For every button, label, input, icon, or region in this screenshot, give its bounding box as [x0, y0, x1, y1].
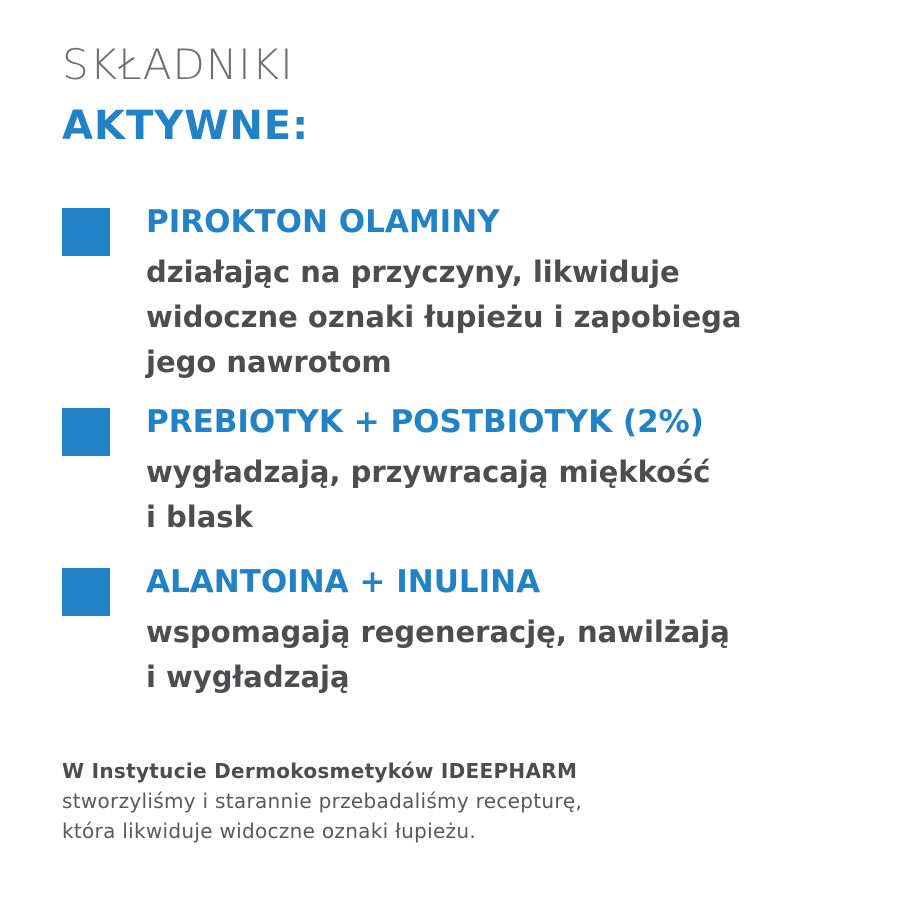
ingredient-title: PIROKTON OLAMINY	[146, 204, 500, 240]
footer-line: która likwiduje widoczne oznaki łupieżu.	[62, 819, 476, 843]
description-line: działając na przyczyny, likwiduje	[146, 255, 680, 289]
description-line: i wygładzają	[146, 660, 350, 694]
ingredient-title: PREBIOTYK + POSTBIOTYK (2%)	[146, 404, 704, 440]
heading-line-2: AKTYWNE:	[62, 103, 310, 149]
ingredient-description	[146, 610, 866, 700]
blue-square-bullet-icon	[62, 408, 110, 456]
footer-bold-line: W Instytucie Dermokosmetyków IDEEPHARM	[62, 759, 578, 783]
description-line: i blask	[146, 500, 253, 534]
ingredient-description	[146, 250, 866, 385]
ingredient-title: ALANTOINA + INULINA	[146, 564, 541, 600]
heading-line-1: SKŁADNIKI	[62, 40, 294, 89]
description-line: wspomagają regenerację, nawilżają	[146, 615, 730, 649]
footer-note	[62, 756, 842, 846]
description-line: widoczne oznaki łupieżu i zapobiega	[146, 300, 742, 334]
footer-line: stworzyliśmy i starannie przebadaliśmy recepturę,	[62, 789, 583, 813]
blue-square-bullet-icon	[62, 208, 110, 256]
ingredient-description	[146, 450, 866, 540]
blue-square-bullet-icon	[62, 568, 110, 616]
description-line: jego nawrotom	[146, 345, 392, 379]
description-line: wygładzają, przywracają miękkość	[146, 455, 711, 489]
